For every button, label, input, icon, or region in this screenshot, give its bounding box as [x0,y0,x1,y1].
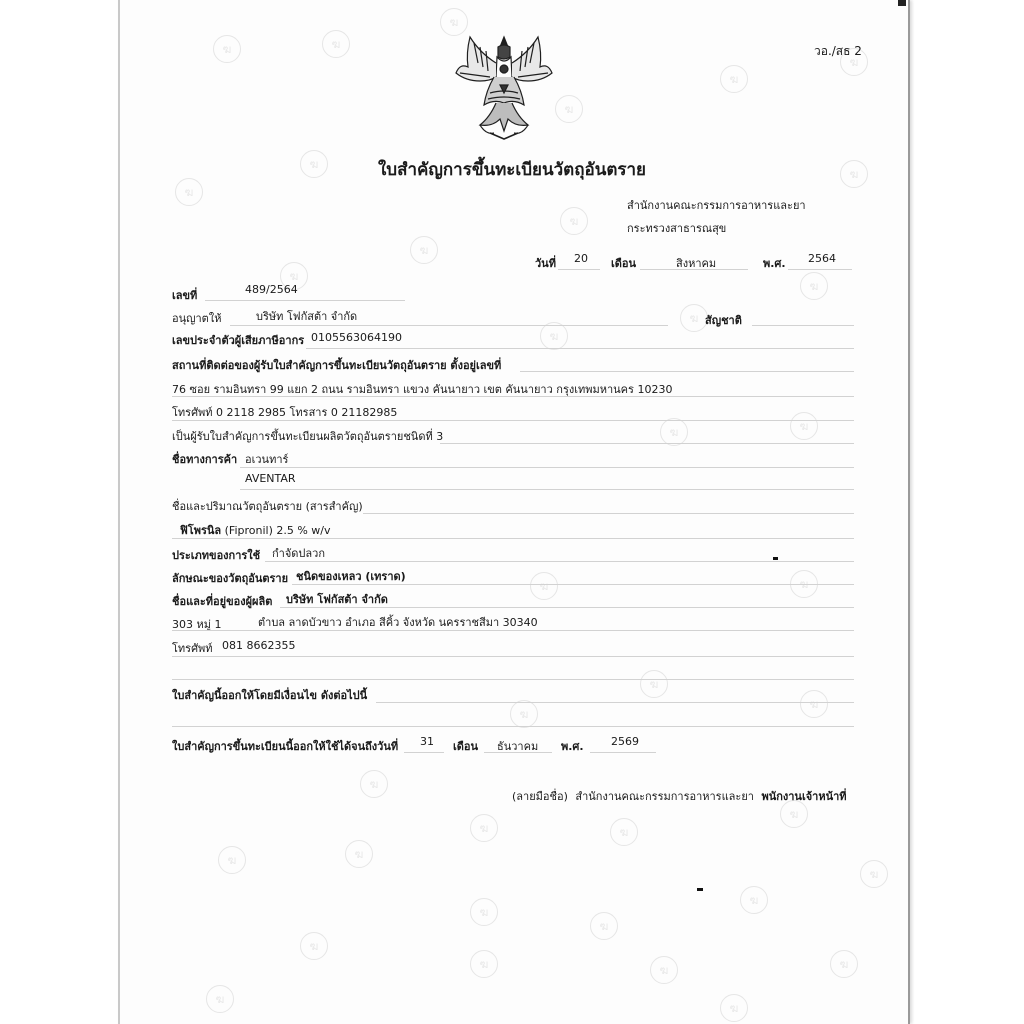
substance-line [172,538,854,539]
manufacturer-address-line [172,630,854,631]
day-label: วันที่ [535,257,556,270]
manufacturer-phone-label: โทรศัพท์ [172,642,213,655]
address-label-line [520,371,854,372]
characteristic-label: ลักษณะของวัตถุอันตราย [172,572,289,585]
month-value: สิงหาคม [676,257,717,270]
signature-role: พนักงานเจ้าหน้าที่ [761,790,847,803]
type-statement: เป็นผู้รับใบสำคัญการขึ้นทะเบียนผลิตวัตถุอันตรายชนิดที่ 3 [172,430,444,443]
year-value: 2564 [808,252,836,265]
year-label: พ.ศ. [763,257,786,270]
tax-id-label: เลขประจำตัวผู้เสียภาษีอากร [172,334,305,347]
form-code: วอ./สธ 2 [814,44,862,58]
characteristic-line [292,584,854,585]
manufacturer-address: ตำบล ลาดบัวขาว อำเภอ สีคิ้ว จังหวัด นครราชสีมา 30340 [258,616,538,629]
conditions-line [376,702,854,703]
garuda-emblem [450,33,558,143]
scan-speck [697,888,703,891]
validity-month-label: เดือน [453,740,479,753]
blank-line-1 [172,679,854,680]
nationality-line [752,325,854,326]
month-line [640,269,748,270]
validity-day-line [404,752,444,753]
usage-line [265,561,854,562]
manufacturer-phone: 081 8662355 [222,639,296,652]
manufacturer-value: บริษัท โฟกัสต้า จำกัด [286,593,388,606]
substance-label-line [363,513,854,514]
agency-line-1: สำนักงานคณะกรรมการอาหารและยา [627,199,806,212]
validity-label: ใบสำคัญการขึ้นทะเบียนนี้ออกให้ใช้ได้จนถึงวันที่ [172,740,399,753]
conditions-label: ใบสำคัญนี้ออกให้โดยมีเงื่อนไข ดังต่อไปนี้ [172,689,368,702]
licensee-value: บริษัท โฟกัสต้า จำกัด [256,310,358,323]
signature-agency: สำนักงานคณะกรรมการอาหารและยา [575,790,754,803]
scan-speck [773,557,778,560]
tax-id-line [306,348,854,349]
year-line [788,269,852,270]
trade-name-th: อเวนทาร์ [245,453,289,466]
licensee-line [230,325,668,326]
type-line [440,443,854,444]
document-title: ใบสำคัญการขึ้นทะเบียนวัตถุอันตราย [378,160,646,180]
agency-line-2: กระทรวงสาธารณสุข [627,222,727,235]
validity-year-label: พ.ศ. [561,740,584,753]
usage-value: กำจัดปลวก [272,547,325,560]
validity-year: 2569 [611,735,639,748]
validity-day: 31 [420,735,434,748]
manufacturer-phone-line [172,656,854,657]
trade-name-line [240,467,854,468]
validity-month: ธันวาคม [497,740,539,753]
number-label: เลขที่ [172,289,198,302]
address-label: สถานที่ติดต่อของผู้รับใบสำคัญการขึ้นทะเบียนวัตถุอันตราย ตั้งอยู่เลขที่ [172,359,502,372]
day-value: 20 [574,252,588,265]
blank-line-2 [172,726,854,727]
licensee-label: อนุญาตให้ [172,312,222,325]
nationality-label: สัญชาติ [705,314,742,327]
substance-value [180,521,331,539]
manufacturer-label: ชื่อและที่อยู่ของผู้ผลิต [172,595,273,608]
address-value: 76 ซอย รามอินทรา 99 แยก 2 ถนน รามอินทรา แขวง คันนายาว เขต คันนายาว กรุงเทพมหานคร 10230 [172,383,673,396]
characteristic-value: ชนิดของเหลว (เทราด) [296,570,406,583]
signature-line [512,787,847,805]
trade-name-label: ชื่อทางการค้า [172,453,238,466]
trade-name-en: AVENTAR [245,472,296,485]
usage-label: ประเภทของการใช้ [172,549,261,562]
substance-label: ชื่อและปริมาณวัตถุอันตราย (สารสำคัญ) [172,500,363,513]
scan-edge-mark [898,0,906,6]
manufacturer-line [280,607,854,608]
phone-fax: โทรศัพท์ 0 2118 2985 โทรสาร 0 21182985 [172,406,398,419]
day-line [558,269,600,270]
validity-year-line [590,752,656,753]
substance-name: ฟิโพรนิล [180,524,222,537]
number-line [205,300,405,301]
manufacturer-house: 303 หมู่ 1 [172,618,222,631]
address-line [172,396,854,397]
validity-month-line [484,752,552,753]
trade-name-en-line [240,489,854,490]
number-value: 489/2564 [245,283,298,296]
substance-detail: (Fipronil) 2.5 % w/v [221,524,331,537]
month-label: เดือน [611,257,637,270]
tax-id-value: 0105563064190 [311,331,402,344]
signature-label: (ลายมือชื่อ) [512,790,568,803]
phone-fax-line [172,420,854,421]
